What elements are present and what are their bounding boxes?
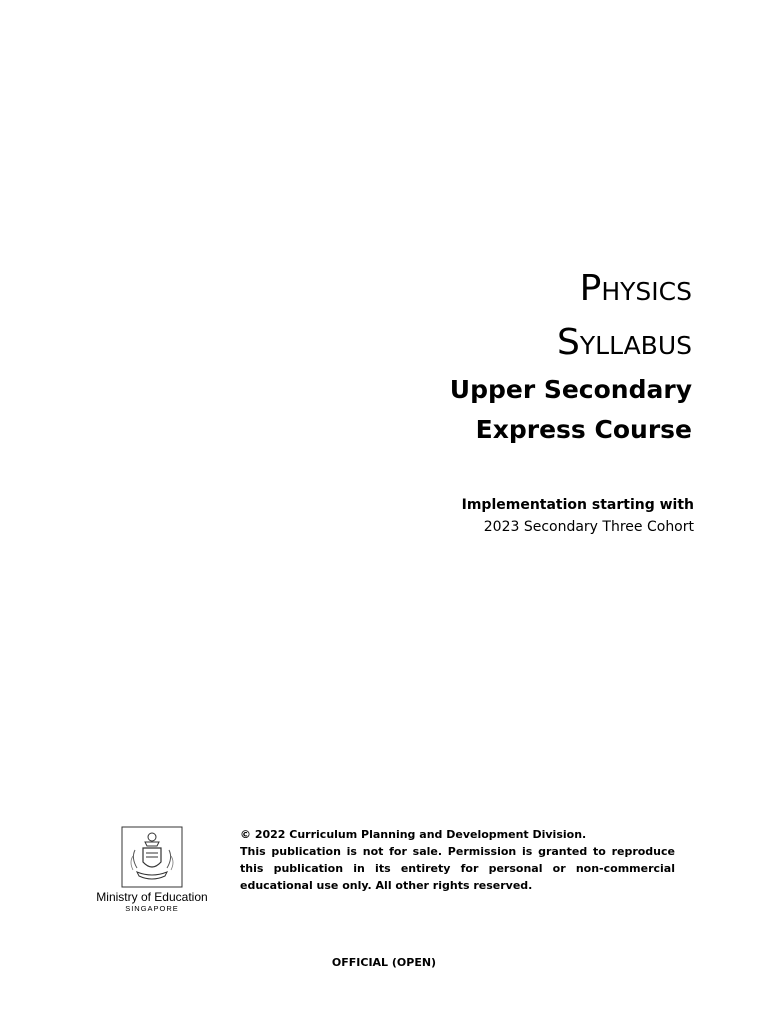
title-block	[292, 262, 692, 450]
copyright-body: This publication is not for sale. Permission is granted to reproduce this publication in its entirety for personal or non-commercial educational use only. All other rights reserved.	[240, 845, 675, 892]
implementation-line-2: 2023 Secondary Three Cohort	[483, 519, 694, 535]
classification-footer: OFFICIAL (OPEN)	[331, 956, 437, 969]
copyright-notice	[240, 826, 675, 894]
implementation-line-1: Implementation starting with	[461, 497, 694, 513]
copyright-line: © 2022 Curriculum Planning and Development Division.	[240, 828, 587, 841]
implementation-note	[294, 494, 694, 538]
title-syllabus: Syllabus	[557, 322, 692, 363]
subtitle-upper-secondary: Upper Secondary	[449, 375, 692, 404]
coat-of-arms-icon	[121, 826, 183, 888]
title-physics: Physics	[579, 268, 692, 309]
ministry-name: Ministry of Education	[96, 890, 208, 904]
subtitle-express-course: Express Course	[475, 415, 692, 444]
moe-logo	[92, 826, 212, 913]
country-name: SINGAPORE	[125, 904, 179, 913]
